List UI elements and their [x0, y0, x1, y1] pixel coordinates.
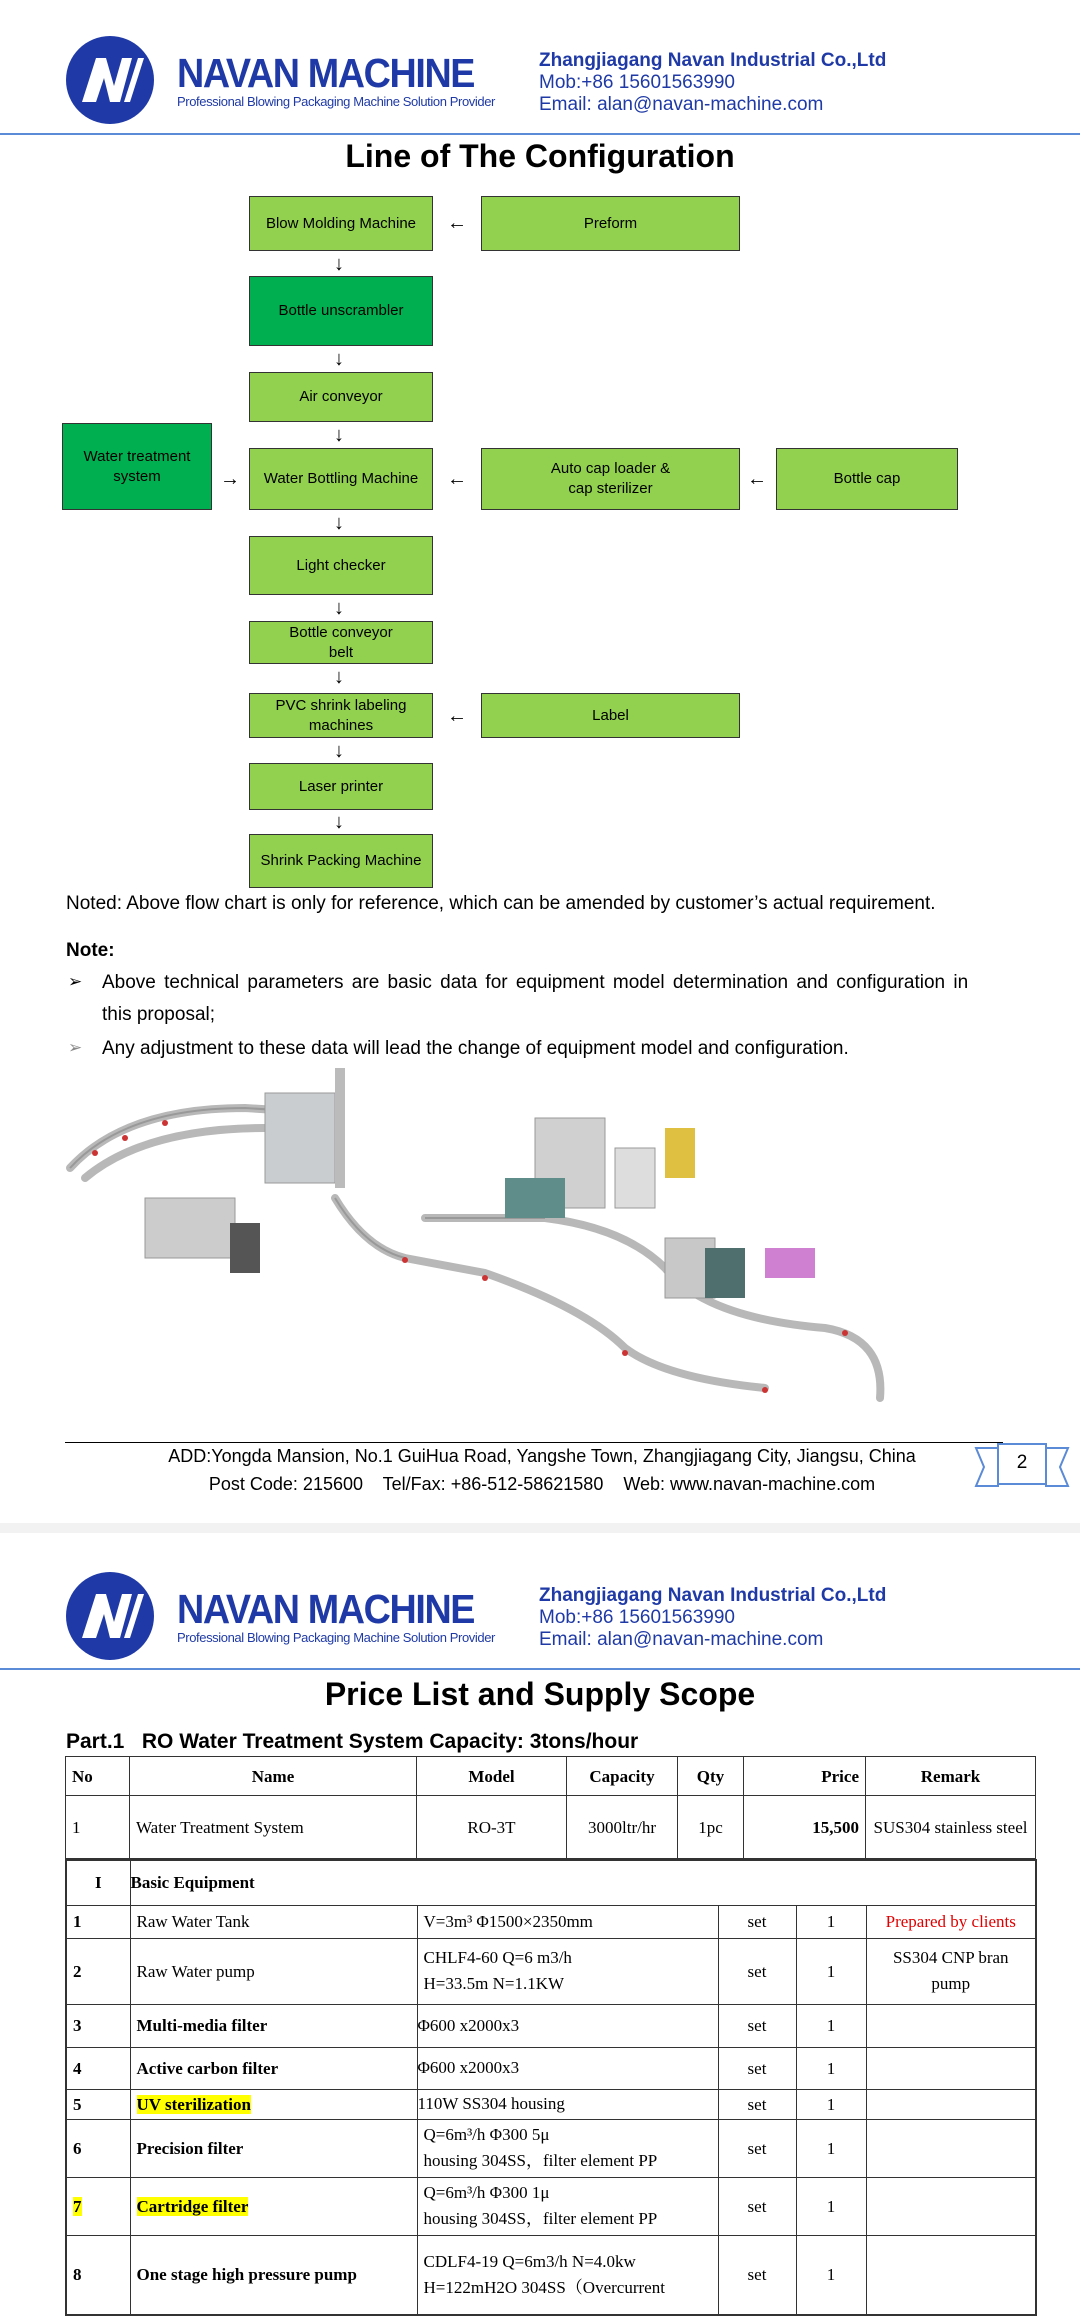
- arrow-down-icon: ↓: [334, 253, 344, 275]
- flow-blow-molding: Blow Molding Machine: [249, 196, 433, 251]
- arrow-down-icon: ↓: [334, 348, 344, 370]
- flow-water-treatment: Water treatment system: [62, 423, 212, 510]
- arrow-down-icon: ↓: [334, 666, 344, 688]
- cell-spec: Φ600 x2000x3: [417, 2058, 520, 2077]
- cell-qty: 1: [796, 1905, 866, 1938]
- company-mobile: Mob:+86 15601563990: [539, 1607, 735, 1628]
- bullet-text: Any adjustment to these data will lead the change of equipment model and configuration.: [102, 1038, 849, 1059]
- price-summary-table: [65, 1756, 1036, 1861]
- bullet-text: Above technical parameters are basic data for equipment model determination and configuration in: [102, 972, 969, 993]
- cell-name: Raw Water Tank: [136, 1912, 250, 1931]
- noted-text: Noted: Above flow chart is only for reference, which can be amended by customer’s actual requirement.: [66, 893, 936, 914]
- cell-name: Precision filter: [136, 2138, 244, 2158]
- flow-laser-printer: Laser printer: [249, 763, 433, 810]
- arrow-right-icon: →: [220, 468, 240, 490]
- brand-tagline: Professional Blowing Packaging Machine Solution Provider: [177, 94, 495, 109]
- cell-model: RO-3T: [417, 1796, 567, 1860]
- cell-unit: set: [718, 1938, 796, 2004]
- note-heading: Note:: [66, 940, 115, 961]
- col-qty: Qty: [678, 1757, 744, 1796]
- cell-name: Water Treatment System: [130, 1796, 417, 1860]
- flow-shrink-packing: Shrink Packing Machine: [249, 834, 433, 888]
- arrow-down-icon: ↓: [334, 740, 344, 762]
- cell-no: 3: [73, 2016, 82, 2035]
- cell-spec: Q=6m³/h Φ300 1μ: [423, 2183, 550, 2202]
- cell-spec-line2: housing 304SS，filter element PP: [423, 2151, 658, 2170]
- col-price: Price: [744, 1757, 866, 1796]
- cell-spec: V=3m³ Φ1500×2350mm: [423, 1911, 593, 1931]
- footer-address: ADD:Yongda Mansion, No.1 GuiHua Road, Yangshe Town, Zhangjiagang City, Jiangsu, China: [168, 1446, 916, 1466]
- table-row: [66, 1905, 1036, 1938]
- cell-qty: 1: [796, 2089, 866, 2119]
- bullet-text-cont: this proposal;: [102, 1004, 216, 1025]
- table-row: [66, 2047, 1036, 2089]
- cell-capacity: 3000ltr/hr: [567, 1796, 678, 1860]
- arrow-left-icon: ←: [447, 212, 467, 234]
- page-number: 2: [1016, 1452, 1028, 1473]
- cell-no: 4: [73, 2058, 82, 2078]
- cell-unit: set: [718, 1905, 796, 1938]
- cell-spec-line2: H=122mH2O 304SS（Overcurrent: [423, 2277, 665, 2297]
- flow-air-conveyor: Air conveyor: [249, 372, 433, 422]
- flow-light-checker: Light checker: [249, 536, 433, 595]
- cell-spec: Φ600 x2000x3: [417, 2015, 520, 2035]
- table-row: [66, 2119, 1036, 2177]
- col-remark: Remark: [866, 1757, 1036, 1796]
- section-name: Basic Equipment: [130, 1860, 1036, 1905]
- logo-icon: [66, 36, 154, 124]
- company-mobile: Mob:+86 15601563990: [539, 72, 735, 93]
- col-capacity: Capacity: [567, 1757, 678, 1796]
- table-row: [66, 2235, 1036, 2315]
- cell-name: Multi-media filter: [136, 2016, 268, 2035]
- cell-name: Active carbon filter: [136, 2058, 279, 2078]
- cell-qty: 1pc: [678, 1796, 744, 1860]
- cell-remark: SUS304 stainless steel: [866, 1796, 1036, 1860]
- cell-qty: 1: [796, 2235, 866, 2315]
- flow-preform: Preform: [481, 196, 740, 251]
- flow-bottle-cap: Bottle cap: [776, 448, 958, 510]
- col-name: Name: [130, 1757, 417, 1796]
- page-title: Line of The Configuration: [345, 138, 735, 174]
- cell-remark: [866, 2235, 1036, 2315]
- cell-remark: [866, 2004, 1036, 2047]
- flow-unscrambler: Bottle unscrambler: [249, 276, 433, 346]
- brand-name: NAVAN MACHINE: [177, 50, 475, 96]
- section-no: I: [66, 1860, 130, 1905]
- company-name: Zhangjiagang Navan Industrial Co.,Ltd: [539, 50, 887, 71]
- table-row: [66, 2089, 1036, 2119]
- price-list-title: Price List and Supply Scope: [324, 1676, 756, 1712]
- flow-water-bottling: Water Bottling Machine: [249, 448, 433, 510]
- cell-no: 6: [73, 2138, 82, 2158]
- header-divider: [0, 133, 1080, 135]
- section-row: [66, 1860, 1036, 1905]
- cell-no: 1: [66, 1796, 130, 1860]
- cell-unit: set: [718, 2004, 796, 2047]
- table-header-row: [66, 1757, 1036, 1796]
- col-model: Model: [417, 1757, 567, 1796]
- production-line-image: [65, 1068, 900, 1432]
- cell-remark: [866, 2177, 1036, 2235]
- cell-remark: [866, 2047, 1036, 2089]
- cell-name: Raw Water pump: [136, 1961, 255, 1981]
- logo-icon: [66, 1572, 154, 1660]
- cell-remark: Prepared by clients: [866, 1905, 1036, 1938]
- cell-no: 5: [73, 2094, 82, 2114]
- arrow-left-icon: ←: [747, 468, 767, 490]
- cell-spec: CDLF4-19 Q=6m3/h N=4.0kw: [423, 2251, 636, 2271]
- table-row: [66, 2177, 1036, 2235]
- flow-cap-loader: Auto cap loader & cap sterilizer: [481, 448, 740, 510]
- company-email[interactable]: Email: alan@navan-machine.com: [539, 94, 824, 115]
- cell-qty: 1: [796, 1938, 866, 2004]
- bullet-icon: ➢: [68, 1038, 83, 1057]
- cell-no: 1: [73, 1912, 82, 1931]
- arrow-down-icon: ↓: [334, 597, 344, 619]
- cell-name: UV sterilization: [136, 2094, 251, 2114]
- cell-remark: SS304 CNP bran pump: [866, 1938, 1036, 2004]
- cell-no: 2: [73, 1961, 82, 1981]
- table-row: [66, 1796, 1036, 1860]
- cell-spec-line2: housing 304SS，filter element PP: [423, 2209, 658, 2228]
- cell-name: Cartridge filter: [136, 2196, 249, 2216]
- cell-unit: set: [718, 2047, 796, 2089]
- company-email[interactable]: Email: alan@navan-machine.com: [539, 1629, 824, 1650]
- footer-divider: [65, 1442, 1003, 1443]
- cell-spec-line2: H=33.5m N=1.1KW: [423, 1974, 565, 1993]
- cell-qty: 1: [796, 2119, 866, 2177]
- bullet-icon: ➢: [68, 972, 83, 991]
- cell-price: 15,500: [744, 1796, 866, 1860]
- cell-unit: set: [718, 2177, 796, 2235]
- arrow-left-icon: ←: [447, 705, 467, 727]
- arrow-left-icon: ←: [447, 468, 467, 490]
- arrow-down-icon: ↓: [334, 424, 344, 446]
- part-heading: Part.1 RO Water Treatment System Capacity: 3tons/hour: [66, 1730, 639, 1753]
- page-gap: [0, 1523, 1080, 1533]
- arrow-down-icon: ↓: [334, 512, 344, 534]
- brand-tagline: Professional Blowing Packaging Machine Solution Provider: [177, 1630, 495, 1645]
- cell-name: One stage high pressure pump: [136, 2265, 357, 2285]
- cell-spec: Q=6m³/h Φ300 5μ: [423, 2125, 550, 2144]
- table-row: [66, 2004, 1036, 2047]
- header-divider: [0, 1668, 1080, 1670]
- flow-label: Label: [481, 693, 740, 738]
- footer-contact: Post Code: 215600 Tel/Fax: +86-512-58621580 Web: www.navan-machine.com: [208, 1474, 876, 1494]
- cell-spec: 110W SS304 housing: [417, 2094, 565, 2113]
- table-row: [66, 1938, 1036, 2004]
- cell-qty: 1: [796, 2177, 866, 2235]
- page-number-badge: [974, 1442, 1070, 1490]
- cell-qty: 1: [796, 2004, 866, 2047]
- cell-no: 8: [73, 2265, 82, 2285]
- arrow-down-icon: ↓: [334, 811, 344, 833]
- cell-unit: set: [718, 2089, 796, 2119]
- cell-qty: 1: [796, 2047, 866, 2089]
- cell-no: 7: [73, 2196, 82, 2216]
- brand-name: NAVAN MACHINE: [177, 1586, 475, 1632]
- cell-remark: [866, 2089, 1036, 2119]
- flow-pvc-labeling: PVC shrink labeling machines: [249, 693, 433, 738]
- cell-remark: [866, 2119, 1036, 2177]
- flow-conveyor-belt: Bottle conveyor belt: [249, 621, 433, 664]
- col-no: No: [66, 1757, 130, 1796]
- cell-unit: set: [718, 2235, 796, 2315]
- basic-equipment-table: [65, 1859, 1037, 2316]
- cell-unit: set: [718, 2119, 796, 2177]
- company-name: Zhangjiagang Navan Industrial Co.,Ltd: [539, 1585, 887, 1606]
- cell-spec: CHLF4-60 Q=6 m3/h: [423, 1948, 572, 1967]
